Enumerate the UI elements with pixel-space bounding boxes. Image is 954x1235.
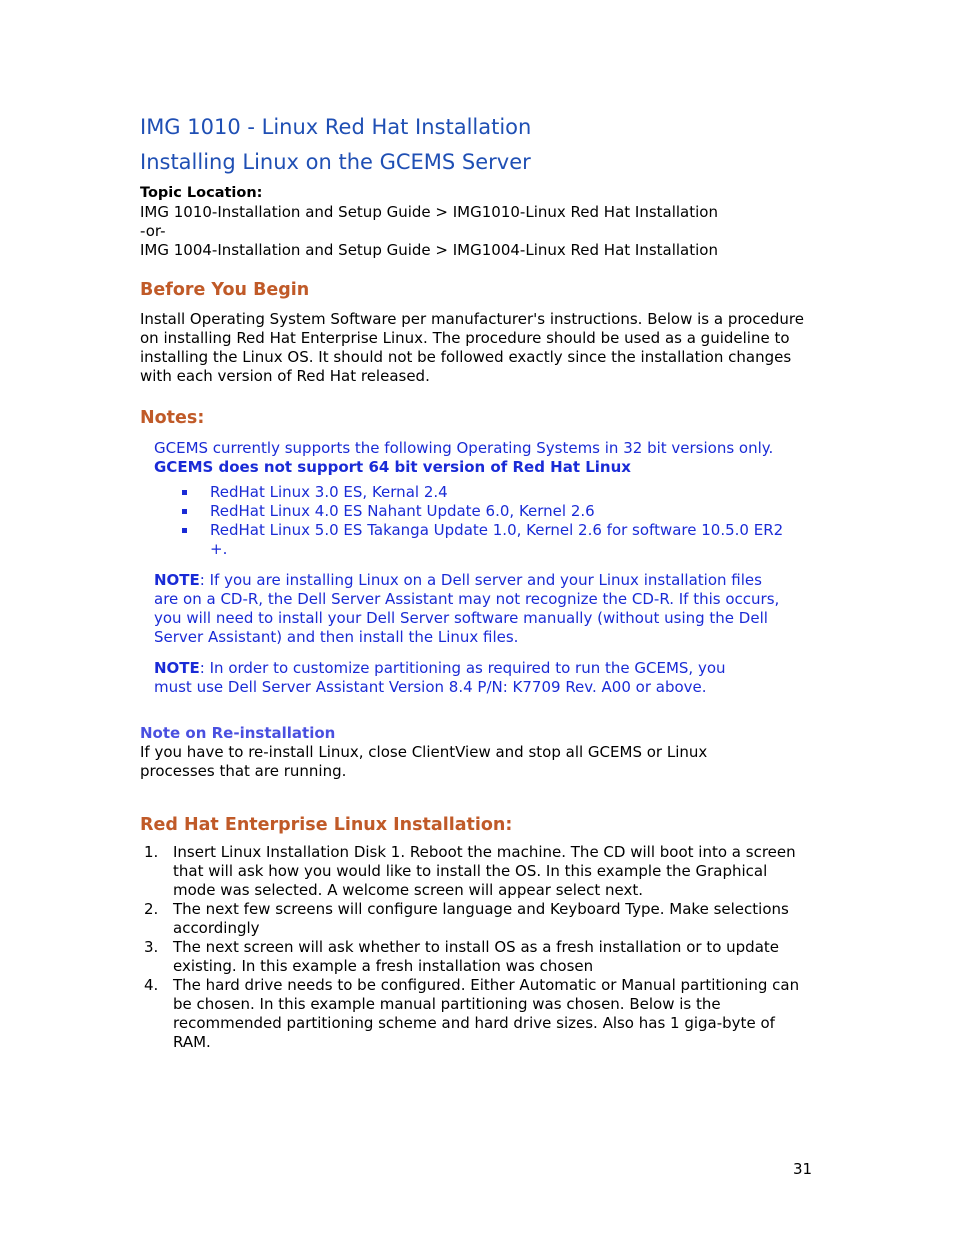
square-bullet-icon (182, 509, 187, 514)
notes-intro (154, 439, 774, 477)
note-text: : In order to customize partitioning as required to run the GCEMS, you must use Dell Server Assistant Version 8.4 P/N: K7709 Rev. A00 or above. (154, 659, 726, 696)
note-label: NOTE (154, 659, 200, 677)
list-item: 1. Insert Linux Installation Disk 1. Reboot the machine. The CD will boot into a screen that will ask how you would like to install the OS. In this example the Graphical mode was selected. A welcome screen will appear select next. (144, 843, 796, 899)
document-title: IMG 1010 - Linux Red Hat Installation (140, 115, 532, 139)
list-item: RedHat Linux 5.0 ES Takanga Update 1.0, Kernel 2.6 for software 10.5.0 ER2 +. (210, 521, 820, 559)
list-item: 3. The next screen will ask whether to install OS as a fresh installation or to update existing. In this example a fresh installation was chosen (144, 938, 779, 975)
document-page (140, 112, 820, 1052)
note-label: NOTE (154, 571, 200, 589)
notes-intro-text: GCEMS currently supports the following Operating Systems in 32 bit versions only. (154, 439, 774, 457)
rhel-install-heading: Red Hat Enterprise Linux Installation: (140, 815, 513, 835)
list-item: 2. The next few screens will configure language and Keyboard Type. Make selections accordingly (144, 900, 789, 937)
list-item: RedHat Linux 3.0 ES, Kernal 2.4 (210, 483, 820, 502)
square-bullet-icon (182, 528, 187, 533)
reinstall-heading: Note on Re-installation (140, 724, 336, 742)
note-dell-cdr (154, 571, 784, 647)
topic-location-label: Topic Location: (140, 185, 263, 201)
list-item: 4. The hard drive needs to be configured. Either Automatic or Manual partitioning can be chosen. In this example manual partitioning was chosen. Below is the recommended partitioning scheme and hard drive sizes. Also has 1 giga-byte of RAM. (144, 976, 800, 1051)
square-bullet-icon (182, 490, 187, 495)
notes-intro-bold: GCEMS does not support 64 bit version of Red Hat Linux (154, 458, 631, 476)
list-item: RedHat Linux 4.0 ES Nahant Update 6.0, Kernel 2.6 (210, 502, 820, 521)
topic-location-or: -or- (140, 222, 166, 240)
reinstall-text: If you have to re-install Linux, close ClientView and stop all GCEMS or Linux processes that are running. (140, 743, 708, 780)
section-title: Installing Linux on the GCEMS Server (140, 150, 531, 174)
topic-location-line-2: IMG 1004-Installation and Setup Guide > IMG1004-Linux Red Hat Installation (140, 241, 718, 259)
os-list (140, 483, 820, 559)
install-steps (140, 843, 820, 1052)
notes-heading: Notes: (140, 408, 205, 428)
note-text: : If you are installing Linux on a Dell server and your Linux installation files are on a CD-R, the Dell Server Assistant may not recognize the CD-R. If this occurs, you will need to install your Dell Server software manually (without using the Dell Server Assistant) and then install the Linux files. (154, 571, 780, 646)
page-number: 31 (793, 1160, 813, 1178)
before-you-begin-text: Install Operating System Software per manufacturer's instructions. Below is a procedure on installing Red Hat Enterprise Linux. The procedure should be used as a guideline to installing the Linux OS. It should not be followed exactly since the installation changes with each version of Red Hat released. (140, 310, 804, 385)
note-partitioning (154, 659, 764, 697)
topic-location-line-1: IMG 1010-Installation and Setup Guide > IMG1010-Linux Red Hat Installation (140, 203, 718, 221)
before-you-begin-heading: Before You Begin (140, 280, 310, 300)
